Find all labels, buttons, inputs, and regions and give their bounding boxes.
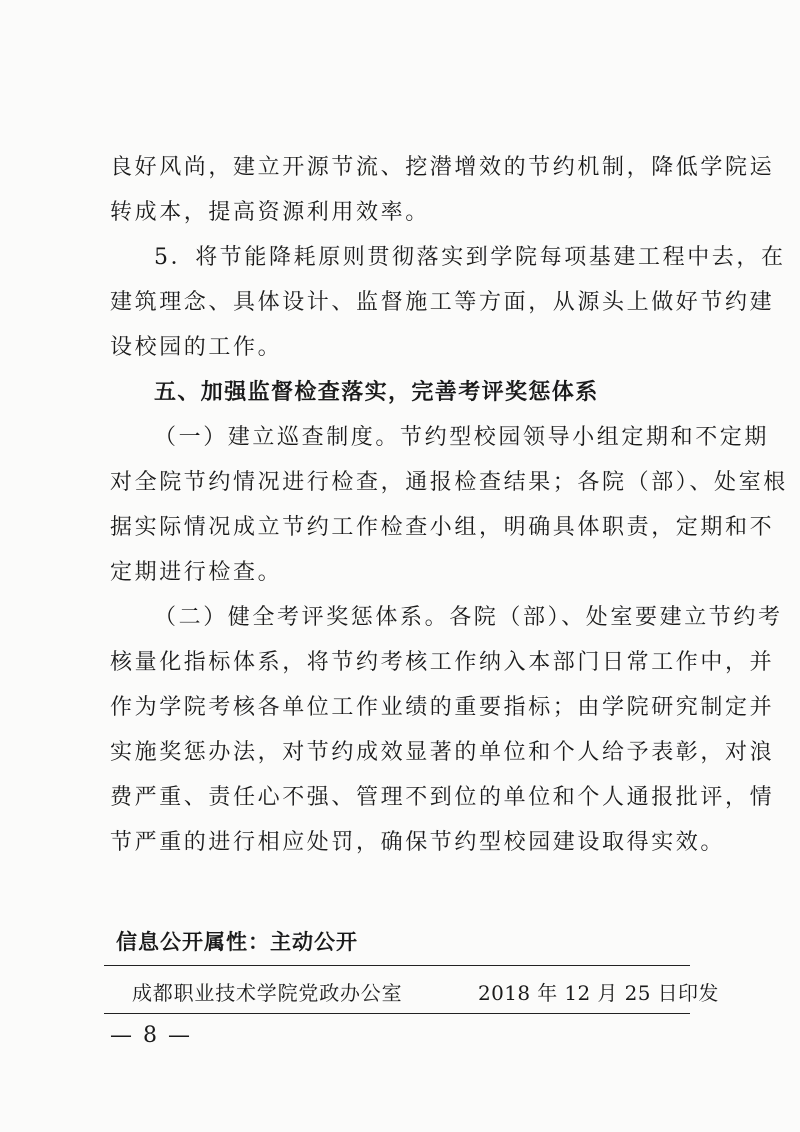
body-line: 定期进行检查。 [110,560,283,585]
body-line: 5．将节能降耗原则贯彻落实到学院每项基建工程中去，在 [154,245,786,270]
body-line: 良好风尚，建立开源节流、挖潜增效的节约机制，降低学院运 [110,155,775,180]
footer-rule-top [104,965,690,966]
body-line: 核量化指标体系，将节约考核工作纳入本部门日常工作中，并 [110,650,775,675]
body-line: 对全院节约情况进行检查，通报检查结果；各院（部）、处室根 [110,470,788,495]
body-line: 费严重、责任心不强、管理不到位的单位和个人通报批评，情 [110,785,775,810]
section-heading: 五、加强监督检查落实，完善考评奖惩体系 [154,380,599,405]
body-line: （一）建立巡查制度。节约型校园领导小组定期和不定期 [154,425,770,450]
body-line: 建筑理念、具体设计、监督施工等方面，从源头上做好节约建 [110,290,775,315]
body-line: 转成本，提高资源利用效率。 [110,200,430,225]
footer-rule-bottom [104,1013,690,1014]
body-line: 设校园的工作。 [110,335,283,360]
body-line: （二）健全考评奖惩体系。各院（部）、处室要建立节约考 [154,605,783,630]
body-line: 作为学院考核各单位工作业绩的重要指标；由学院研究制定并 [110,695,775,720]
page-number: — 8 — [110,1023,192,1048]
disclosure-attribute: 信息公开属性：主动公开 [116,930,358,954]
body-line: 据实际情况成立节约工作检查小组，明确具体职责，定期和不 [110,515,775,540]
issuing-office: 成都职业技术学院党政办公室 [132,981,403,1005]
body-line: 实施奖惩办法，对节约成效显著的单位和个人给予表彰，对浪 [110,740,775,765]
body-line: 节严重的进行相应处罚，确保节约型校园建设取得实效。 [110,830,726,855]
document-body [110,145,788,865]
issue-date: 2018 年 12 月 25 日印发 [478,981,719,1005]
